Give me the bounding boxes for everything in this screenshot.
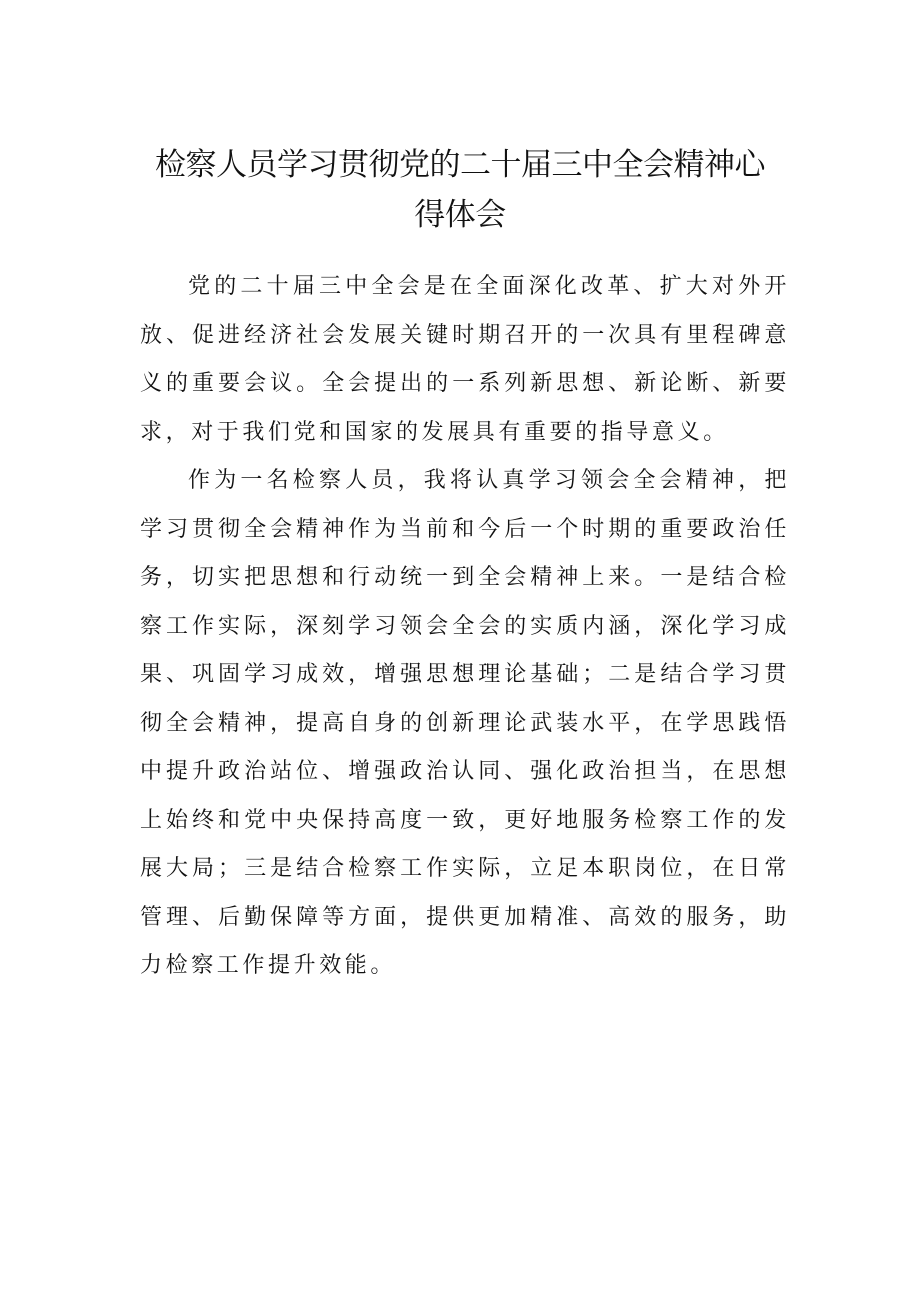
paragraph-intro: 党的二十届三中全会是在全面深化改革、扩大对外开放、促进经济社会发展关键时期召开的一次具有里程碑意义的重要会议。全会提出的一系列新思想、新论断、新要求，对于我们党和国家的发展具有重要的指导意义。 [140, 274, 790, 445]
document-body [140, 263, 790, 991]
paragraph-commitment: 作为一名检察人员，我将认真学习领会全会精神，把学习贯彻全会精神作为当前和今后一个时期的重要政治任务，切实把思想和行动统一到全会精神上来。一是结合检察工作实际，深刻学习领会全会的实质内涵，深化学习成果、巩固学习成效，增强思想理论基础；二是结合学习贯彻全会精神，提高自身的创新理论武装水平，在学思践悟中提升政治站位、增强政治认同、强化政治担当，在思想上始终和党中央保持高度一致，更好地服务检察工作的发展大局；三是结合检察工作实际，立足本职岗位，在日常管理、后勤保障等方面，提供更加精准、高效的服务，助力检察工作提升效能。 [140, 468, 790, 978]
document-title: 检察人员学习贯彻党的二十届三中全会精神心得体会 [155, 147, 765, 233]
